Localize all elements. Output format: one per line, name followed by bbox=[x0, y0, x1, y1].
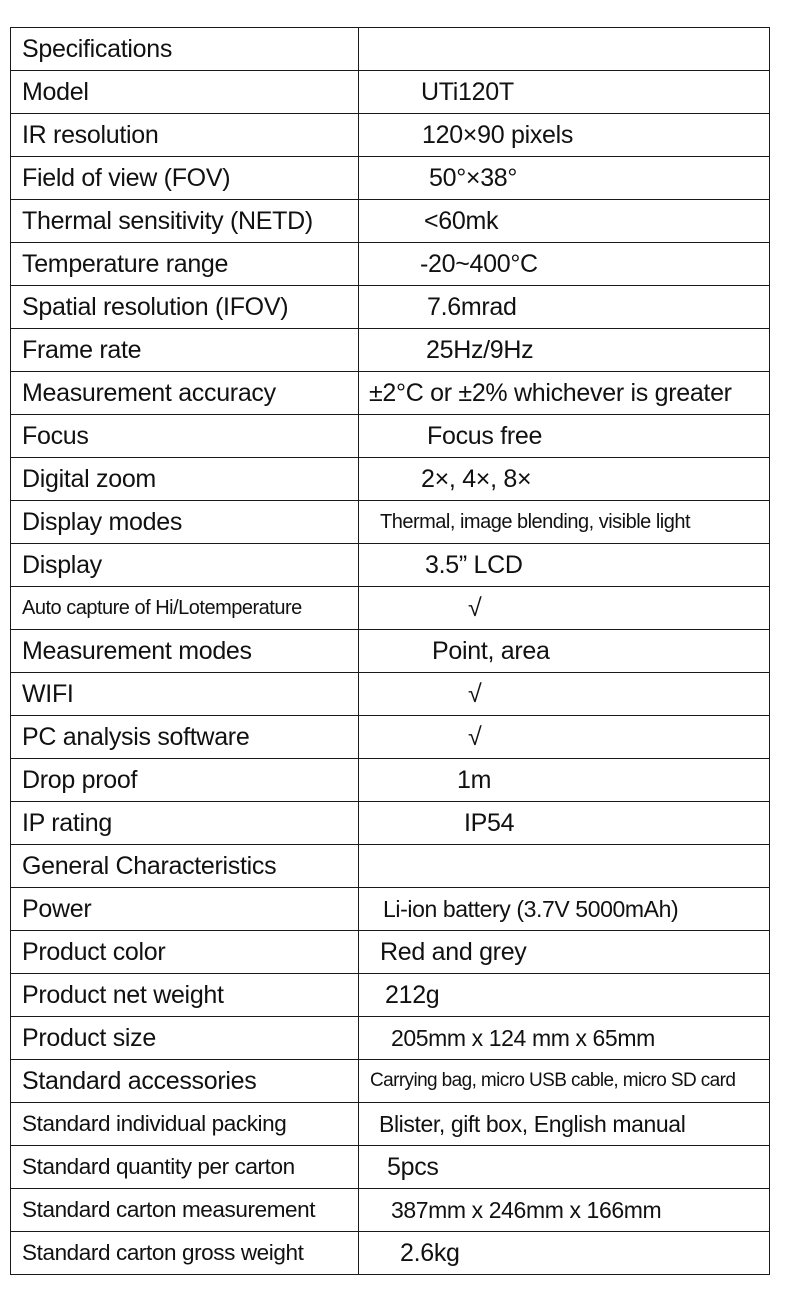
spec-label: IP rating bbox=[11, 802, 359, 845]
spec-value: 5pcs bbox=[359, 1146, 770, 1189]
spec-value: 25Hz/9Hz bbox=[359, 329, 770, 372]
spec-value: √ bbox=[359, 716, 770, 759]
spec-label: Product color bbox=[11, 931, 359, 974]
spec-value: IP54 bbox=[359, 802, 770, 845]
spec-label: Field of view (FOV) bbox=[11, 157, 359, 200]
spec-value: <60mk bbox=[359, 200, 770, 243]
spec-value bbox=[359, 845, 770, 888]
spec-value: 1m bbox=[359, 759, 770, 802]
table-row bbox=[11, 673, 770, 716]
table-row bbox=[11, 716, 770, 759]
spec-label: Auto capture of Hi/Lotemperature bbox=[11, 587, 359, 630]
table-row bbox=[11, 1189, 770, 1232]
spec-label: Measurement modes bbox=[11, 630, 359, 673]
table-row bbox=[11, 759, 770, 802]
table-row bbox=[11, 974, 770, 1017]
spec-value: 2×, 4×, 8× bbox=[359, 458, 770, 501]
spec-label: Focus bbox=[11, 415, 359, 458]
spec-value: 50°×38° bbox=[359, 157, 770, 200]
table-row bbox=[11, 372, 770, 415]
table-row bbox=[11, 888, 770, 931]
spec-label: Power bbox=[11, 888, 359, 931]
spec-label: Spatial resolution (IFOV) bbox=[11, 286, 359, 329]
spec-label: PC analysis software bbox=[11, 716, 359, 759]
spec-label: WIFI bbox=[11, 673, 359, 716]
table-row bbox=[11, 1017, 770, 1060]
spec-label: Digital zoom bbox=[11, 458, 359, 501]
spec-label: Product size bbox=[11, 1017, 359, 1060]
table-row bbox=[11, 1232, 770, 1275]
table-row bbox=[11, 28, 770, 71]
spec-label: Standard carton gross weight bbox=[11, 1232, 359, 1275]
spec-label: Model bbox=[11, 71, 359, 114]
spec-label: Measurement accuracy bbox=[11, 372, 359, 415]
spec-value bbox=[359, 28, 770, 71]
table-row bbox=[11, 286, 770, 329]
spec-value: ±2°C or ±2% whichever is greater bbox=[359, 372, 770, 415]
spec-value: 3.5” LCD bbox=[359, 544, 770, 587]
spec-value: √ bbox=[359, 587, 770, 630]
spec-label: Product net weight bbox=[11, 974, 359, 1017]
table-row bbox=[11, 1146, 770, 1189]
spec-value: 7.6mrad bbox=[359, 286, 770, 329]
spec-value: 120×90 pixels bbox=[359, 114, 770, 157]
spec-label: Display bbox=[11, 544, 359, 587]
table-row bbox=[11, 329, 770, 372]
table-row bbox=[11, 1060, 770, 1103]
table-row bbox=[11, 243, 770, 286]
specifications-table bbox=[10, 27, 770, 1275]
table-row bbox=[11, 845, 770, 888]
table-row bbox=[11, 458, 770, 501]
table-row bbox=[11, 71, 770, 114]
spec-value: Thermal, image blending, visible light bbox=[359, 501, 770, 544]
table-row bbox=[11, 630, 770, 673]
table-row bbox=[11, 501, 770, 544]
spec-value: √ bbox=[359, 673, 770, 716]
spec-value: Li-ion battery (3.7V 5000mAh) bbox=[359, 888, 770, 931]
section-header-general: General Characteristics bbox=[11, 845, 359, 888]
table-row bbox=[11, 114, 770, 157]
spec-value: Focus free bbox=[359, 415, 770, 458]
spec-value: Red and grey bbox=[359, 931, 770, 974]
spec-value: UTi120T bbox=[359, 71, 770, 114]
spec-label: Frame rate bbox=[11, 329, 359, 372]
table-row bbox=[11, 802, 770, 845]
spec-label: IR resolution bbox=[11, 114, 359, 157]
spec-value: 205mm x 124 mm x 65mm bbox=[359, 1017, 770, 1060]
table-row bbox=[11, 587, 770, 630]
spec-label: Standard quantity per carton bbox=[11, 1146, 359, 1189]
table-row bbox=[11, 544, 770, 587]
spec-value: Blister, gift box, English manual bbox=[359, 1103, 770, 1146]
spec-label: Standard individual packing bbox=[11, 1103, 359, 1146]
table-row bbox=[11, 1103, 770, 1146]
spec-value: Point, area bbox=[359, 630, 770, 673]
table-row bbox=[11, 931, 770, 974]
spec-label: Standard carton measurement bbox=[11, 1189, 359, 1232]
table-row bbox=[11, 415, 770, 458]
spec-label: Drop proof bbox=[11, 759, 359, 802]
section-header-specifications: Specifications bbox=[11, 28, 359, 71]
table-row bbox=[11, 157, 770, 200]
spec-label: Thermal sensitivity (NETD) bbox=[11, 200, 359, 243]
spec-value: 2.6kg bbox=[359, 1232, 770, 1275]
spec-value: 212g bbox=[359, 974, 770, 1017]
spec-value: 387mm x 246mm x 166mm bbox=[359, 1189, 770, 1232]
table-row bbox=[11, 200, 770, 243]
spec-value: -20~400°C bbox=[359, 243, 770, 286]
spec-value: Carrying bag, micro USB cable, micro SD card bbox=[359, 1060, 770, 1103]
spec-label: Display modes bbox=[11, 501, 359, 544]
spec-label: Standard accessories bbox=[11, 1060, 359, 1103]
spec-label: Temperature range bbox=[11, 243, 359, 286]
